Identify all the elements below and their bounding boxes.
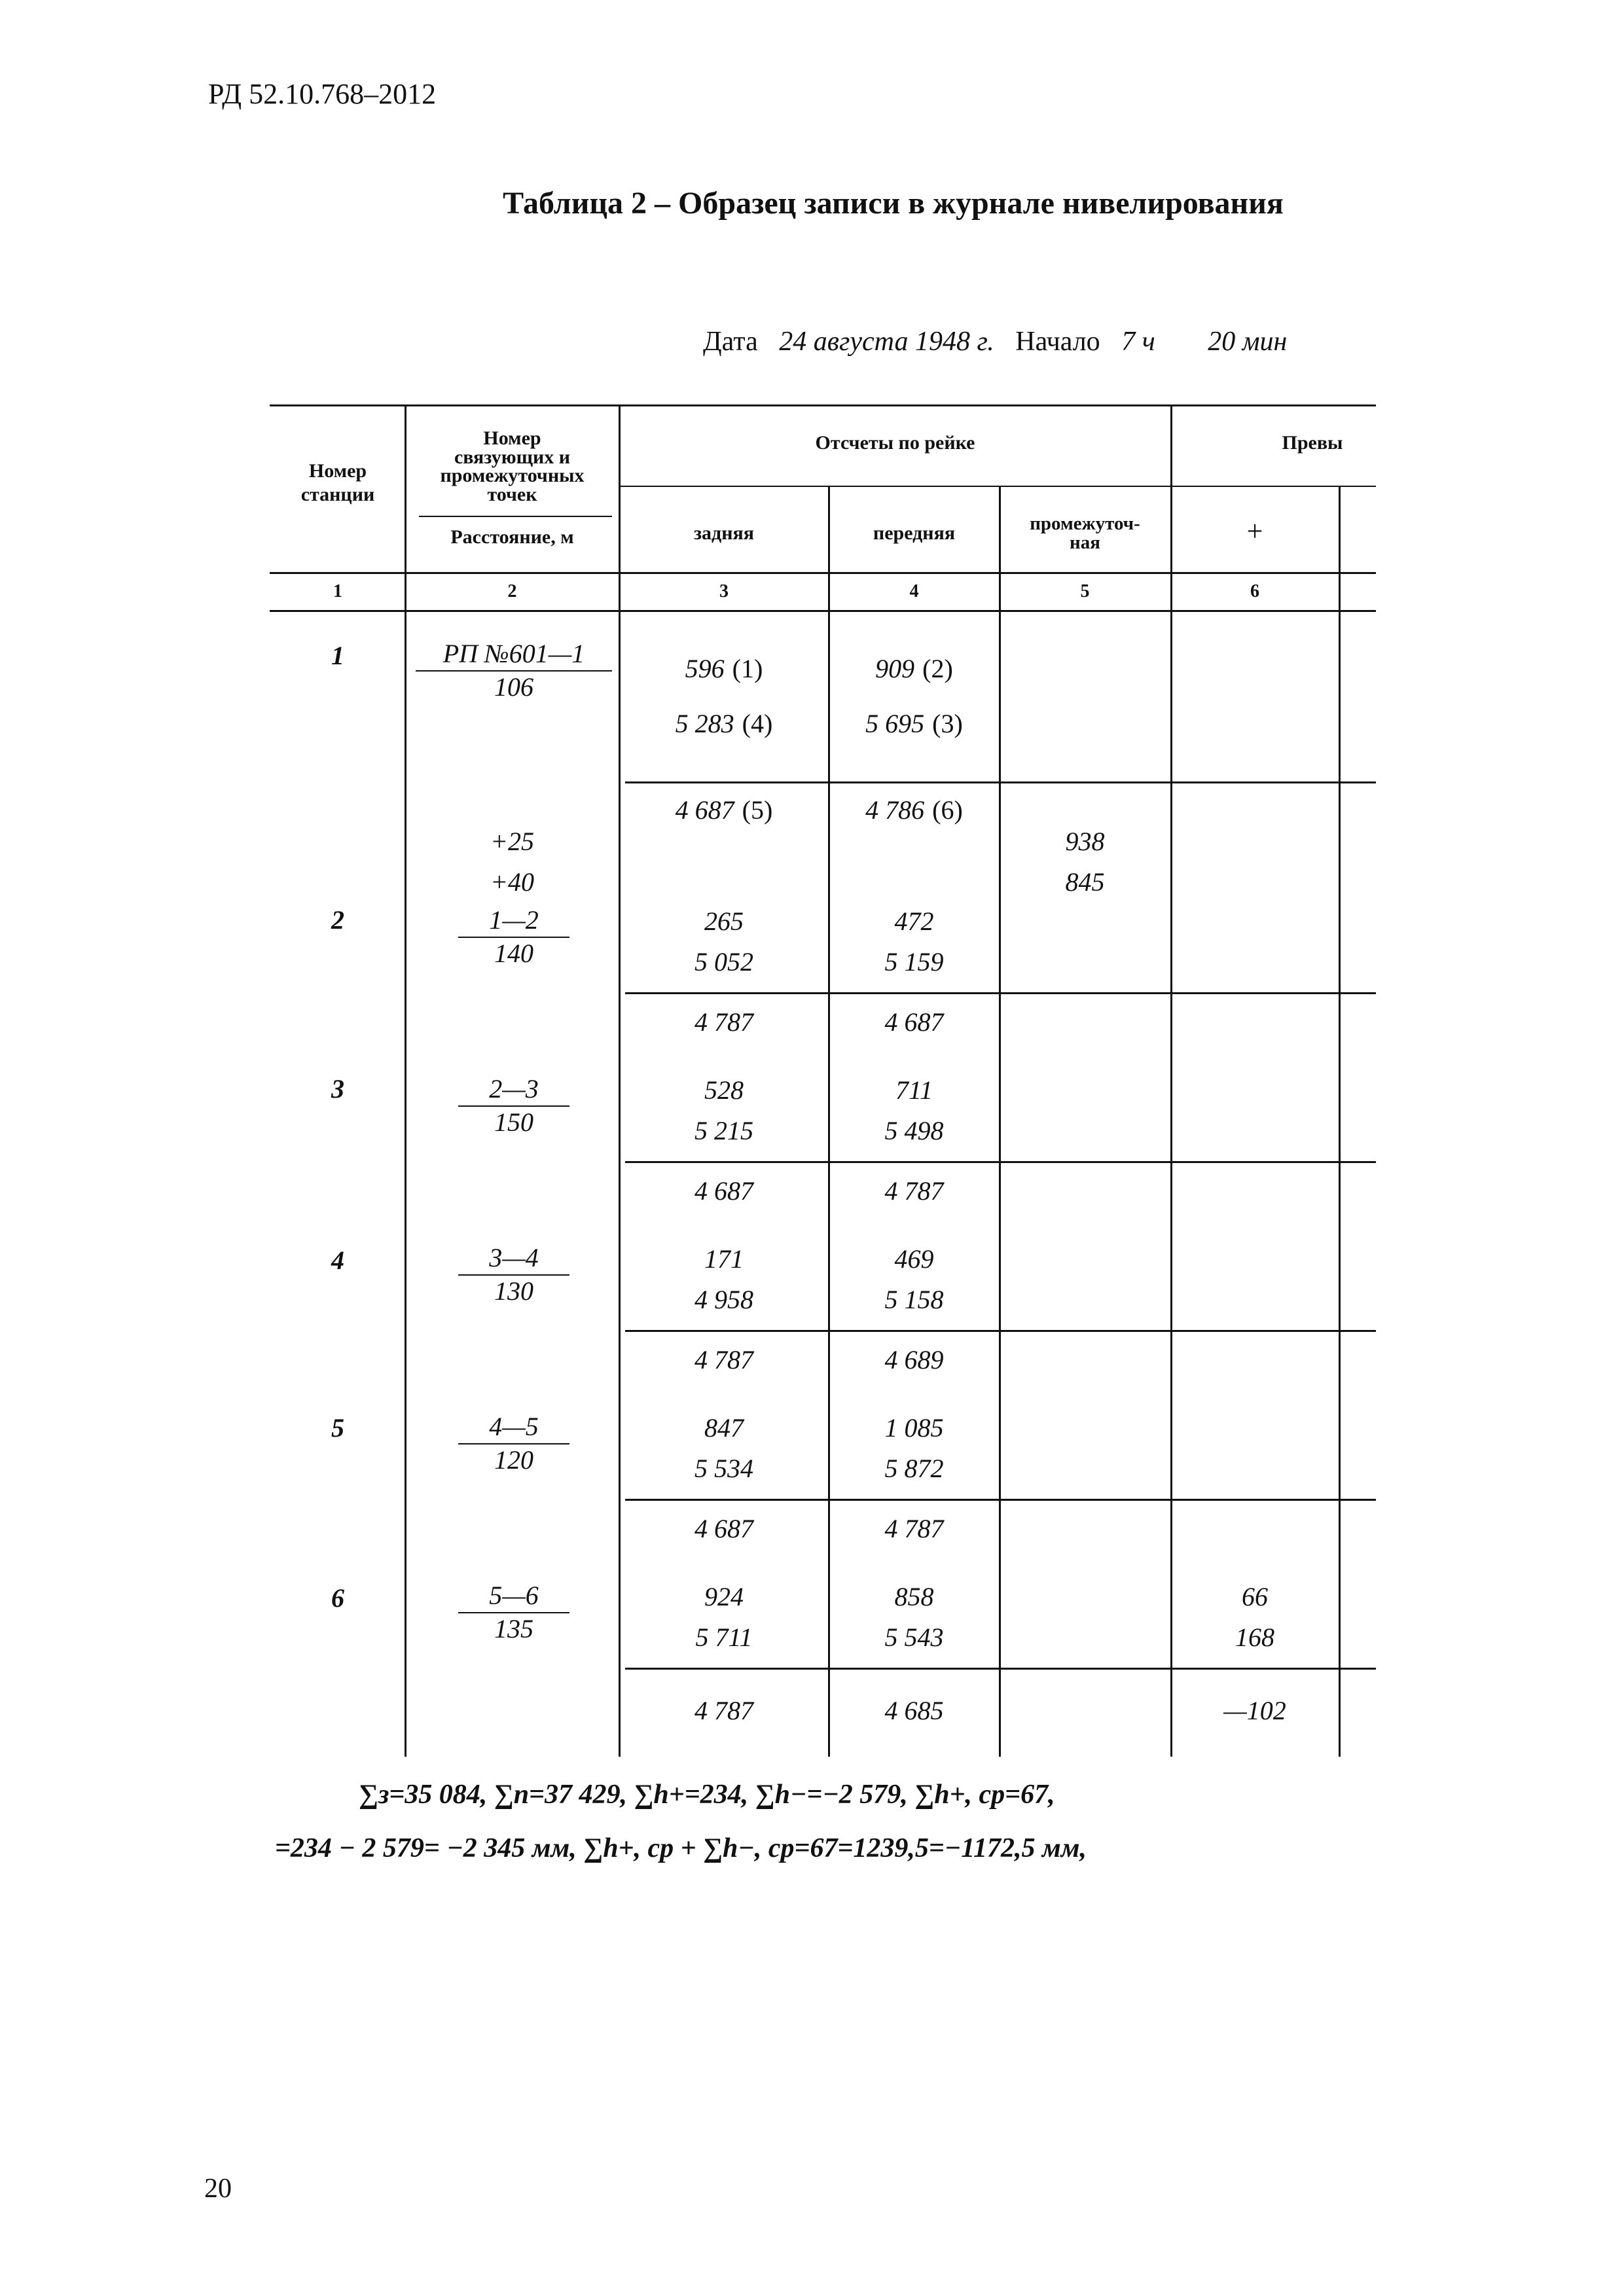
back-reading: 596 (1) bbox=[685, 654, 763, 683]
front-reading: 5 159 bbox=[884, 947, 944, 977]
point-number: РП №601—1 bbox=[416, 638, 612, 672]
front-reading: 5 872 bbox=[884, 1454, 944, 1483]
col-number: 2 bbox=[507, 581, 517, 601]
header-points-line: промежуточных bbox=[440, 465, 585, 486]
header-back: задняя bbox=[694, 522, 754, 544]
back-sum: 4 787 bbox=[695, 1696, 753, 1725]
plus-elevation: 168 bbox=[1235, 1623, 1274, 1652]
station-number: 3 bbox=[331, 1074, 344, 1103]
front-sum: 4 786 (6) bbox=[865, 795, 963, 825]
back-sum: 4 687 bbox=[695, 1514, 753, 1543]
front-sum: 4 685 bbox=[884, 1696, 944, 1725]
front-sum: 4 787 bbox=[884, 1514, 944, 1543]
col-rule bbox=[828, 486, 830, 1757]
front-reading: 472 bbox=[894, 906, 934, 936]
intermediate-reading: 845 bbox=[1065, 867, 1105, 897]
header-mid-rule-elev bbox=[1170, 486, 1376, 487]
front-reading: 5 498 bbox=[884, 1116, 944, 1145]
back-reading: 5 052 bbox=[695, 947, 753, 977]
point-fraction bbox=[458, 1242, 569, 1306]
col-number: 6 bbox=[1250, 581, 1259, 601]
point-number: 2—3 bbox=[458, 1073, 569, 1107]
back-reading: 5 711 bbox=[695, 1623, 753, 1652]
header-mid-rule-readings bbox=[619, 486, 1170, 487]
point-fraction bbox=[458, 905, 569, 969]
back-sum: 4 787 bbox=[695, 1007, 753, 1037]
header-points-line: Номер bbox=[483, 427, 541, 449]
start-minutes: 20 мин bbox=[1208, 327, 1288, 357]
header-points-line: точек bbox=[487, 483, 537, 505]
distance-rule bbox=[419, 516, 612, 517]
formula-line-1: ∑з=35 084, ∑п=37 429, ∑h+=234, ∑h−=−2 579, ∑h+, ср=67, bbox=[359, 1780, 1055, 1810]
station-number: 4 bbox=[331, 1246, 344, 1275]
header-points-line: связующих и bbox=[454, 446, 571, 468]
back-reading: 171 bbox=[704, 1244, 744, 1274]
point-distance: 135 bbox=[494, 1614, 533, 1643]
header-intermediate-line: промежуточ- bbox=[1030, 513, 1140, 534]
point-number: 3—4 bbox=[458, 1242, 569, 1276]
header-distance: Расстояние, м bbox=[450, 526, 574, 548]
header-intermediate bbox=[1001, 514, 1168, 552]
point-fraction bbox=[458, 1580, 569, 1644]
header-intermediate-line: ная bbox=[1070, 532, 1100, 553]
point-distance: 150 bbox=[494, 1107, 533, 1137]
intermediate-point: +40 bbox=[490, 867, 534, 897]
date-line bbox=[703, 326, 1301, 357]
back-reading: 4 958 bbox=[695, 1285, 753, 1314]
front-reading: 5 695 (3) bbox=[865, 709, 963, 738]
intermediate-reading: 938 bbox=[1065, 827, 1105, 856]
header-station: Номер станции bbox=[300, 460, 375, 505]
point-distance: 106 bbox=[494, 672, 533, 702]
header-points bbox=[409, 429, 615, 504]
front-sum: 4 689 bbox=[884, 1345, 944, 1374]
station-number: 1 bbox=[331, 641, 344, 670]
elevation-total: —102 bbox=[1223, 1696, 1286, 1725]
back-reading: 5 534 bbox=[695, 1454, 753, 1483]
back-sum: 4 687 bbox=[695, 1176, 753, 1206]
back-sum: 4 687 (5) bbox=[675, 795, 773, 825]
back-reading: 265 bbox=[704, 906, 744, 936]
start-label: Начало bbox=[1015, 327, 1100, 357]
col-rule bbox=[619, 404, 621, 1757]
col-rule bbox=[999, 486, 1001, 1757]
header-front: передняя bbox=[873, 522, 956, 544]
station-number: 2 bbox=[331, 905, 344, 935]
back-reading: 5 215 bbox=[695, 1116, 753, 1145]
point-number: 1—2 bbox=[458, 905, 569, 938]
back-reading: 924 bbox=[704, 1582, 744, 1611]
date-value: 24 августа 1948 г. bbox=[779, 327, 994, 357]
front-reading: 469 bbox=[894, 1244, 934, 1274]
header-plus: + bbox=[1246, 515, 1263, 547]
station-number: 6 bbox=[331, 1583, 344, 1613]
header-readings: Отсчеты по рейке bbox=[815, 432, 975, 454]
front-reading: 5 543 bbox=[884, 1623, 944, 1652]
back-reading: 528 bbox=[704, 1075, 744, 1105]
point-distance: 130 bbox=[494, 1276, 533, 1306]
formula-line-2: =234 − 2 579= −2 345 мм, ∑h+, ср + ∑h−, ср=67=1239,5=−1172,5 мм, bbox=[275, 1833, 1087, 1863]
col-rule bbox=[1170, 404, 1172, 1757]
start-hours: 7 ч bbox=[1121, 327, 1155, 357]
front-sum: 4 787 bbox=[884, 1176, 944, 1206]
document-code: РД 52.10.768–2012 bbox=[208, 78, 437, 110]
front-sum: 4 687 bbox=[884, 1007, 944, 1037]
colnum-bottom-rule bbox=[270, 610, 1376, 612]
table-title: Таблица 2 – Образец записи в журнале нивелирования bbox=[503, 186, 1284, 221]
col-number: 4 bbox=[909, 581, 919, 601]
front-reading: 858 bbox=[894, 1582, 934, 1611]
plus-elevation: 66 bbox=[1242, 1582, 1268, 1611]
col-number: 3 bbox=[719, 581, 729, 601]
date-label: Дата bbox=[703, 327, 758, 357]
front-reading: 1 085 bbox=[884, 1413, 944, 1443]
front-reading: 909 (2) bbox=[875, 654, 953, 683]
station-number: 5 bbox=[331, 1413, 344, 1443]
header-elevation: Превы bbox=[1282, 432, 1343, 454]
front-reading: 5 158 bbox=[884, 1285, 944, 1314]
point-fraction bbox=[416, 638, 612, 702]
point-distance: 120 bbox=[494, 1445, 533, 1475]
point-fraction bbox=[458, 1411, 569, 1475]
page-number: 20 bbox=[204, 2174, 232, 2204]
col-rule bbox=[405, 404, 406, 1757]
back-reading: 847 bbox=[704, 1413, 744, 1443]
header-bottom-rule bbox=[270, 572, 1376, 574]
point-distance: 140 bbox=[494, 939, 533, 968]
intermediate-point: +25 bbox=[490, 827, 534, 856]
front-reading: 711 bbox=[895, 1075, 933, 1105]
point-number: 5—6 bbox=[458, 1580, 569, 1613]
back-sum: 4 787 bbox=[695, 1345, 753, 1374]
col-number: 5 bbox=[1080, 581, 1090, 601]
col-number: 1 bbox=[333, 581, 342, 601]
table-top-rule bbox=[270, 404, 1376, 406]
col-rule bbox=[1339, 486, 1341, 1757]
point-fraction bbox=[458, 1073, 569, 1138]
back-reading: 5 283 (4) bbox=[675, 709, 773, 738]
point-number: 4—5 bbox=[458, 1411, 569, 1444]
